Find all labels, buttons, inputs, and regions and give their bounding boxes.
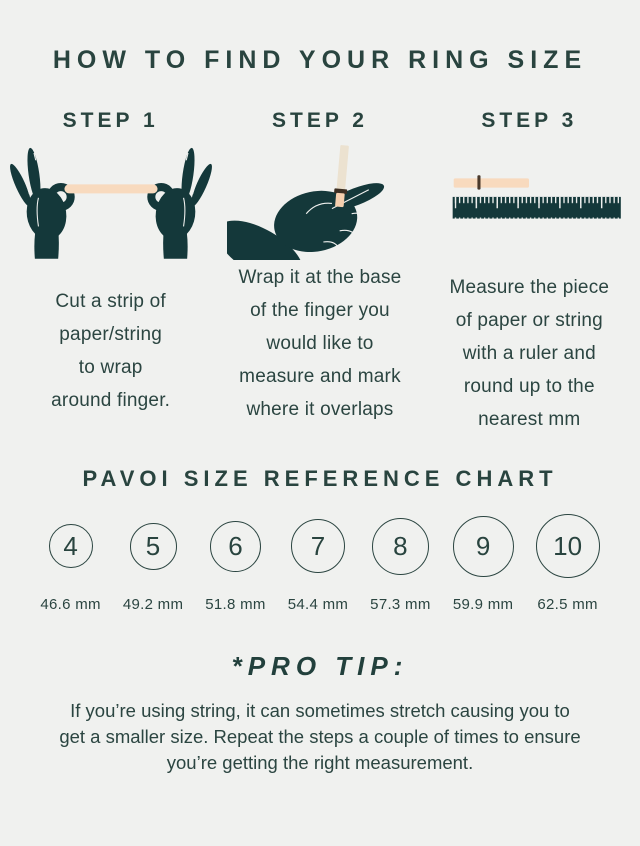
step-1-line: to wrap xyxy=(78,357,143,378)
step-3-label: STEP 3 xyxy=(481,109,578,132)
pro-tip-text xyxy=(20,698,620,776)
size-item-7 xyxy=(288,512,348,613)
size-item-6 xyxy=(205,512,265,613)
step-1-label: STEP 1 xyxy=(62,109,159,132)
step-1-figure xyxy=(8,141,214,259)
size-reference-row xyxy=(0,512,640,613)
ring-size-circle: 4 xyxy=(49,524,93,568)
size-item-4 xyxy=(40,512,100,613)
step-2-line: measure and mark xyxy=(239,366,401,387)
ring-size-circle: 9 xyxy=(453,516,514,577)
step-1-line: Cut a strip of xyxy=(55,291,166,312)
ring-size-mm: 49.2 mm xyxy=(122,596,184,613)
ring-size-mm: 57.3 mm xyxy=(370,596,431,613)
size-item-10 xyxy=(536,512,600,613)
step-3-column xyxy=(425,109,634,436)
pro-tip-line: you’re getting the right measurement. xyxy=(166,752,474,773)
size-item-9 xyxy=(453,512,514,613)
step-2-text xyxy=(239,261,402,426)
ring-size-circle: 8 xyxy=(372,518,429,575)
step-2-column xyxy=(215,109,424,436)
ring-size-mm: 59.9 mm xyxy=(452,596,514,613)
ring-size-mm: 54.4 mm xyxy=(287,596,349,613)
step-3-line: nearest mm xyxy=(478,409,581,430)
step-3-line: of paper or string xyxy=(455,310,603,331)
page-title: HOW TO FIND YOUR RING SIZE xyxy=(52,46,588,74)
step-1-line: around finger. xyxy=(51,390,171,411)
ring-size-circle: 6 xyxy=(210,521,261,572)
step-2-label: STEP 2 xyxy=(272,109,368,132)
ring-size-mm: 51.8 mm xyxy=(205,596,266,613)
ruler-strip-icon xyxy=(431,174,627,226)
step-1-line: paper/string xyxy=(59,324,163,345)
step-3-text xyxy=(449,271,609,436)
pro-tip-heading: *PRO TIP: xyxy=(231,651,409,681)
step-3-line: round up to the xyxy=(463,376,595,397)
ring-size-circle: 10 xyxy=(536,514,600,578)
ring-size-circle: 5 xyxy=(130,523,177,570)
step-2-line: where it overlaps xyxy=(246,399,394,420)
size-item-5 xyxy=(123,512,183,613)
step-2-line: would like to xyxy=(266,333,374,354)
ring-size-mm: 62.5 mm xyxy=(537,596,598,613)
pointing-hand-strip-icon xyxy=(227,140,412,260)
step-2-figure xyxy=(227,141,412,259)
step-1-text xyxy=(51,285,170,417)
ring-size-mm: 46.6 mm xyxy=(40,596,101,613)
step-2-line: of the finger you xyxy=(250,300,390,321)
steps-row xyxy=(0,109,640,436)
ring-size-circle: 7 xyxy=(291,519,345,573)
hands-holding-strip-icon xyxy=(8,142,214,259)
pro-tip-line: get a smaller size. Repeat the steps a couple of times to ensure xyxy=(59,726,581,747)
step-2-line: Wrap it at the base xyxy=(238,267,402,288)
size-item-8 xyxy=(370,512,430,613)
step-3-line: Measure the piece xyxy=(449,277,610,298)
step-3-line: with a ruler and xyxy=(462,343,596,364)
size-chart-title: PAVOI SIZE REFERENCE CHART xyxy=(82,466,558,491)
pro-tip-line: If you’re using string, it can sometimes stretch causing you to xyxy=(70,700,570,721)
step-1-column xyxy=(6,109,215,436)
ring-size-infographic xyxy=(0,46,640,846)
step-3-figure xyxy=(431,141,627,259)
